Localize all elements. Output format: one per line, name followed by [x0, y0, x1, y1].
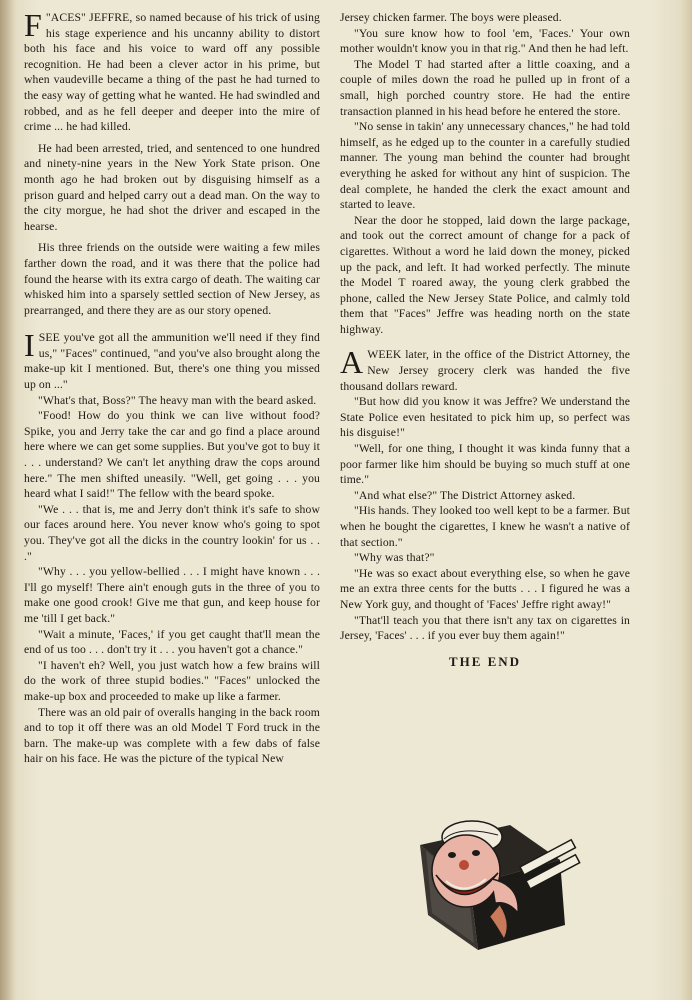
paragraph: Near the door he stopped, laid down the large package, and took out the correct amount of change for a pack of cigarettes. Without a word he laid down the money, picked up the pack, and left. It had worked perfectly. The minute the Model T roared away, the young clerk grabbed the phone, called the New Jersey State Police, and calmly told them that "Faces" Jeffre was heading north on the state highway.: [340, 213, 630, 336]
paragraph: "But how did you know it was Jeffre? We understand the State Police even hesitated to pick him up, so perfect was his disguise!": [340, 395, 630, 440]
scan-shadow-edge: [0, 0, 14, 1000]
drop-cap: A: [340, 344, 364, 381]
clown-makeup-box-illustration: [400, 805, 590, 955]
paragraph: The Model T had started after a little coaxing, and a couple of miles down the road he pulled up in front of a small, high porched country store. He had the entire transaction planned in his head before he entered the store.: [340, 57, 630, 118]
paragraph: "Well, for one thing, I thought it was kinda funny that a poor farmer like him should be buying so much stuff at one time.": [340, 442, 630, 487]
the-end-label: THE END: [448, 653, 522, 669]
drop-cap: I: [24, 327, 35, 364]
paragraph: "You sure know how to fool 'em, 'Faces.' Your own mother wouldn't know you in that rig." And then he had left.: [340, 26, 630, 56]
paragraph-text: WEEK later, in the office of the District Attorney, the New Jersey grocery clerk was handed the five thousand dollars reward.: [340, 348, 630, 393]
paragraph: "Wait a minute, 'Faces,' if you get caught that'll mean the end of us too . . . don't try it . . . you haven't got a chance.": [24, 627, 320, 657]
paragraph: Jersey chicken farmer. The boys were pleased.: [340, 11, 562, 24]
drop-cap: F: [24, 7, 42, 43]
paragraph: "We . . . that is, me and Jerry don't think it's safe to show our faces around here. You never know who's going to spot you. They've got all the dicks in the country lookin' for us . . .": [24, 502, 320, 563]
paragraph: He had been arrested, tried, and sentenced to one hundred and ninety-nine years in the New York State prison. One month ago he had broken out by disguising himself as a prison guard and helped carry out a dead man. On the way to the city morgue, he had shot the driver and escaped in the hearse.: [24, 141, 320, 233]
paragraph-text: "ACES" JEFFRE, so named because of his trick of using his stage experience and his uncanny ability to distort both his face and his voice to ward off any possible recognition. He had been a clever actor in his prime, but when vaudeville became a thing of the past he had turned to the easy way of getting what he wanted. He had swindled and robbed, and as he fell deeper and deeper into the mire of crime ... he had killed.: [24, 11, 320, 134]
paragraph: "Food! How do you think we can live without food? Spike, you and Jerry take the car and go find a place around here where we can get some supplies. But you've got to buy it . . . understand? We can't let anything draw the cops around here." The men shifted uneasily. "Well, get going . . . you heard what I said!" The fellow with the beard spoke.: [24, 409, 320, 501]
paragraph: "And what else?" The District Attorney asked.: [354, 488, 576, 502]
paragraph: [24, 7, 320, 135]
paragraph: "Why was that?": [354, 551, 435, 565]
paragraph: There was an old pair of overalls hanging in the back room and to top it off there was an old Model T Ford truck in the barn. The make-up was complete with a few dabs of false hair on his face. He was the picture of the typical New: [24, 705, 320, 766]
paragraph: His three friends on the outside were waiting a few miles farther down the road, and it was there that the police had found the hearse with its extra cargo of death. The waiting car whisked him into a sparsely settled section of New Jersey, as prearranged, and there they are as our story opened.: [24, 241, 321, 317]
paragraph: "I haven't eh? Well, you just watch how a few brains will do the work of three stupid bodies." "Faces" unlocked the make-up box and proceeded to make up like a farmer.: [24, 658, 320, 703]
right-text-column: [340, 10, 630, 669]
paragraph: "Why . . . you yellow-bellied . . . I might have known . . . I'll go myself! There ain't enough guts in the three of you to make one good crook! Give me that gun, and keep house for me 'till I get back.": [24, 565, 320, 625]
left-text-column: [24, 7, 321, 767]
paragraph: "No sense in takin' any unnecessary chances," he had told himself, as he edged up to the counter in a carefully studied manner. The young man behind the counter had brought everything he asked for without any hint of suspicion. The deal complete, he handed the clerk the exact amount and started to leave.: [340, 120, 630, 212]
paragraph-text: SEE you've got all the ammunition we'll need if they find us," "Faces" continued, "and you've also brought along the make-up kit I mentioned. But, there's one thing you missed up on ...": [24, 331, 320, 392]
paragraph: "His hands. They looked too well kept to be a farmer. But when he bought the cigarettes, I knew he wasn't a native of that section.": [340, 504, 630, 549]
paragraph: "What's that, Boss?" The heavy man with the beard asked.: [38, 393, 317, 407]
paragraph: "That'll teach you that there isn't any tax on cigarettes in Jersey, 'Faces' . . . if you ever buy them again!": [340, 613, 630, 643]
paragraph: "He was so exact about everything else, so when he gave me an extra three cents for the butts . . . I figured he was a New York guy, and thought of 'Faces' Jeffre right away!": [340, 566, 630, 611]
paragraph: [340, 344, 630, 394]
paragraph: [24, 327, 320, 392]
